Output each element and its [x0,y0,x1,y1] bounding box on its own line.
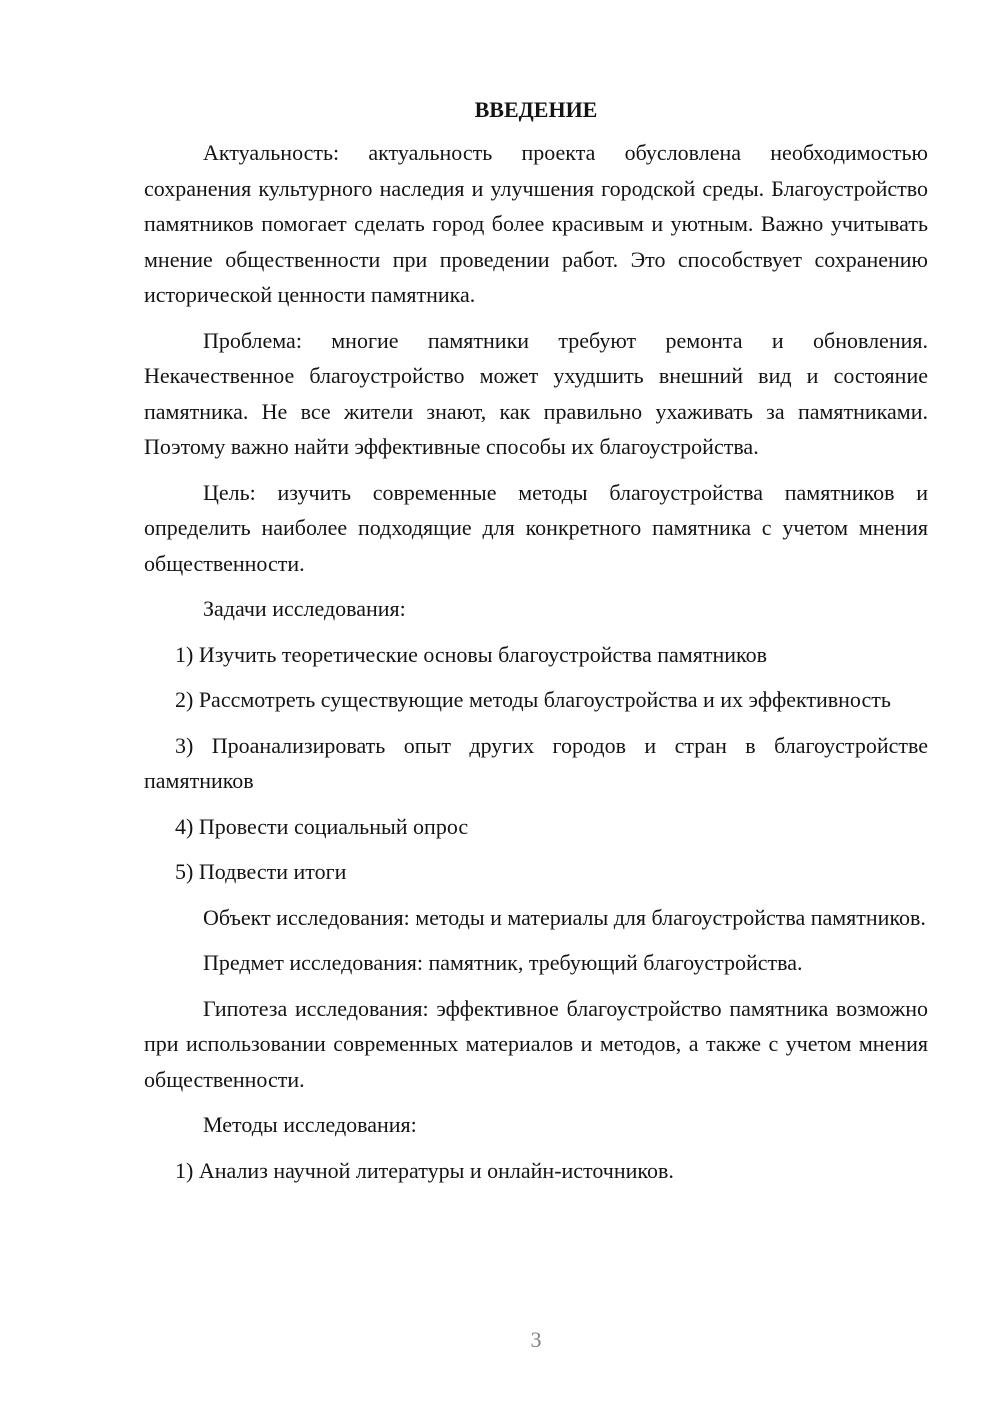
document-page [144,92,928,1198]
task-item-5: 5) Подвести итоги [175,859,347,884]
method-item-1: 1) Анализ научной литературы и онлайн-источников. [175,1157,674,1183]
section-heading: ВВЕДЕНИЕ [474,97,598,122]
task-item-1: 1) Изучить теоретические основы благоустройства памятников [175,641,767,667]
paragraph-hypothesis: Гипотеза исследования: эффективное благоустройство памятника возможно при использовании современных материалов и методов, а также с учетом мнения общественности. [144,995,928,1092]
task-item-3: 3) Проанализировать опыт других городов и стран в благоустройстве памятников [144,732,928,793]
paragraph-goal: Цель: изучить современные методы благоустройства памятников и определить наиболее подходящие для конкретного памятника с учетом мнения общественности. [144,479,928,576]
paragraph-relevance: Актуальность: актуальность проекта обусловлена необходимостью сохранения культурного наследия и улучшения городской среды. Благоустройство памятников помогает сделать город более красивым и уютным. Важно учитывать мнение общественности при проведении работ. Это способствует сохранению исторической ценности памятника. [144,140,928,307]
tasks-heading: Задачи исследования: [203,596,406,621]
paragraph-subject: Предмет исследования: памятник, требующий благоустройства. [203,950,803,975]
methods-heading: Методы исследования: [203,1112,417,1137]
paragraph-problem: Проблема: многие памятники требуют ремонта и обновления. Некачественное благоустройство может ухудшить внешний вид и состояние памятника. Не все жители знают, как правильно ухаживать за памятниками. Поэтому важно найти эффективные способы их благоустройства. [144,327,928,459]
task-item-4: 4) Провести социальный опрос [175,813,469,839]
page-number: 3 [530,1327,542,1352]
task-item-2: 2) Рассмотреть существующие методы благоустройства и их эффективность [175,687,891,712]
paragraph-object: Объект исследования: методы и материалы для благоустройства памятников. [203,904,926,930]
